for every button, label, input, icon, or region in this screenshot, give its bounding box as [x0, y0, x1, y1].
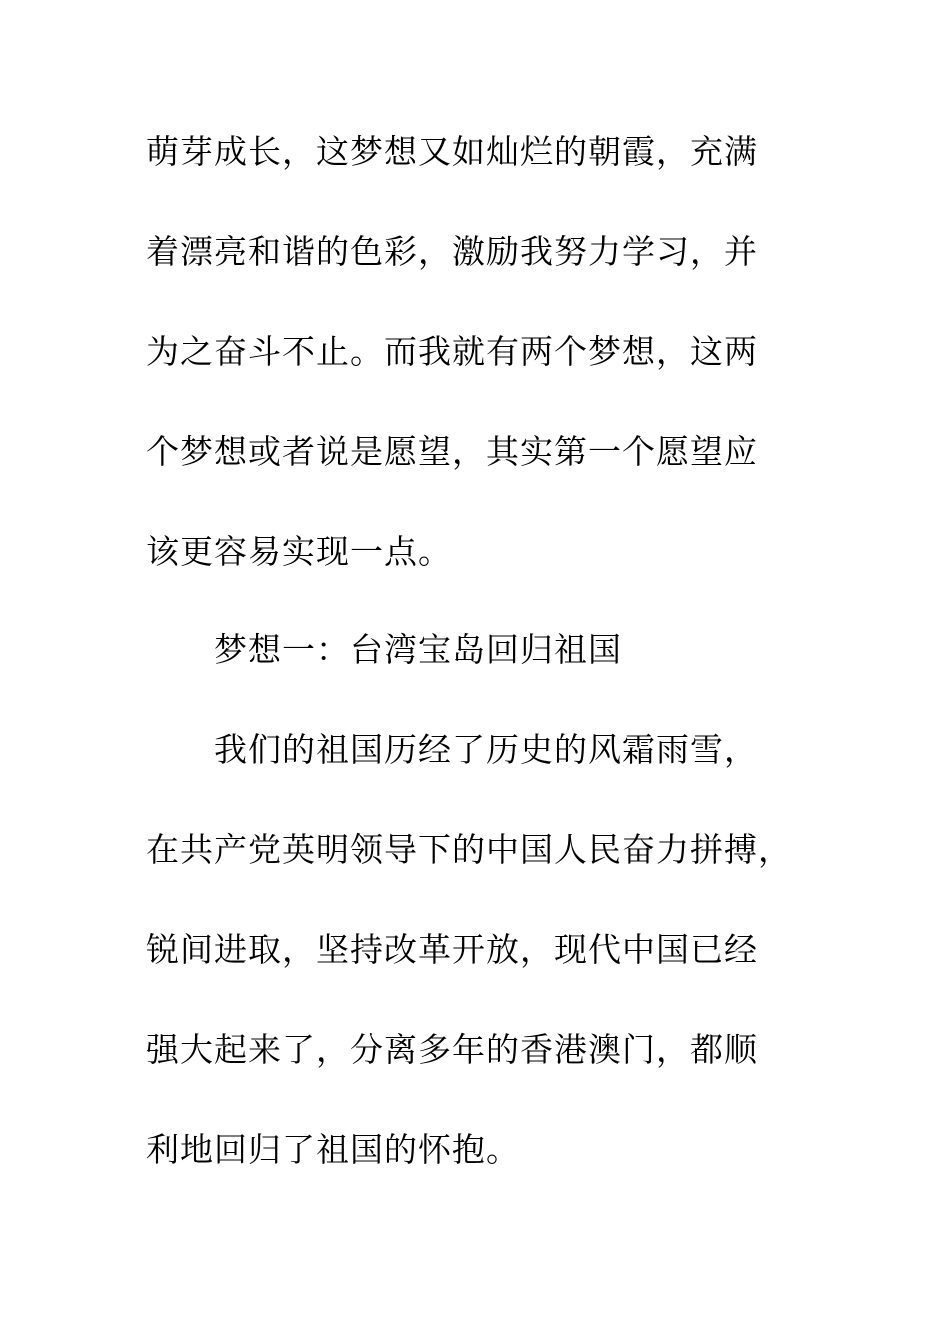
paragraph-line: 利地回归了祖国的怀抱。 [146, 1130, 520, 1169]
paragraph-line: 个梦想或者说是愿望，其实第一个愿望应 [146, 432, 758, 471]
paragraph-line: 锐间进取，坚持改革开放，现代中国已经 [146, 930, 758, 969]
paragraph-line: 该更容易实现一点。 [146, 532, 452, 571]
paragraph-line: 强大起来了，分离多年的香港澳门，都顺 [146, 1030, 758, 1069]
paragraph-line: 我们的祖国历经了历史的风霜雨雪， [214, 730, 758, 769]
paragraph-line: 在共产党英明领导下的中国人民奋力拼搏， [146, 830, 792, 869]
paragraph-line: 为之奋斗不止。而我就有两个梦想，这两 [146, 332, 758, 371]
paragraph-line: 萌芽成长，这梦想又如灿烂的朝霞，充满 [146, 132, 758, 171]
section-heading: 梦想一：台湾宝岛回归祖国 [214, 630, 622, 669]
paragraph-line: 着漂亮和谐的色彩，激励我努力学习，并 [146, 232, 758, 271]
